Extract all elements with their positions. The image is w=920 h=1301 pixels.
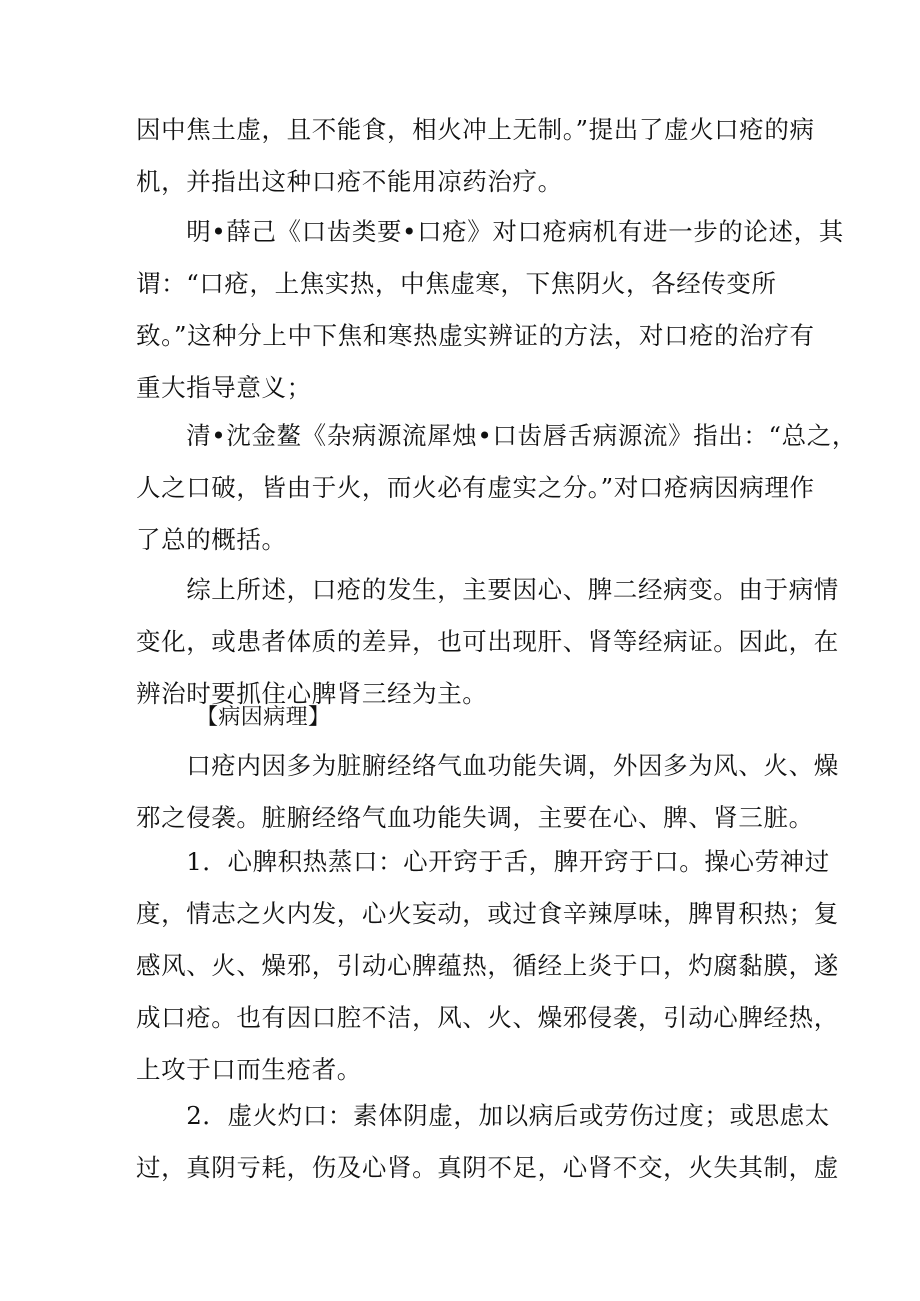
text-line: 重大指导意义； — [136, 373, 312, 402]
text-line: 机，并指出这种口疮不能用凉药治疗。 — [136, 167, 563, 196]
text-line: 因中焦土虚，且不能食，相火冲上无制。”提出了虚火口疮的病 — [136, 115, 815, 144]
paragraph-continuation — [136, 104, 815, 208]
text-line: 上攻于口而生疮者。 — [136, 1055, 362, 1084]
text-line: 致。”这种分上中下焦和寒热虚实辨证的方法，对口疮的治疗有 — [136, 321, 815, 350]
text-line: 明•薛己《口齿类要•口疮》对口疮病机有进一步的论述，其 — [136, 217, 844, 246]
section-heading: 【病因病理】 — [196, 705, 331, 730]
text-line: 过，真阴亏耗，伤及心肾。真阴不足，心肾不交，火失其制，虚 — [136, 1153, 839, 1182]
paragraph-xue-ji — [136, 206, 844, 414]
text-line: 综上所述，口疮的发生，主要因心、脾二经病变。由于病情 — [136, 575, 839, 604]
text-line: 成口疮。也有因口腔不洁，风、火、燥邪侵袭，引动心脾经热， — [136, 1003, 839, 1032]
text-line: 变化，或患者体质的差异，也可出现肝、肾等经病证。因此，在 — [136, 627, 839, 656]
text-line: 人之口破，皆由于火，而火必有虚实之分。”对口疮病因病理作 — [136, 473, 815, 502]
text-line: 清•沈金鳌《杂病源流犀烛•口齿唇舌病源流》指出：“总之， — [136, 421, 857, 450]
paragraph-shen-jin-ao — [136, 410, 857, 566]
paragraph-item-2 — [136, 1090, 839, 1194]
text-line: 2．虚火灼口：素体阴虚，加以病后或劳伤过度；或思虑太 — [136, 1101, 830, 1130]
text-line: 谓：“口疮，上焦实热，中焦虚寒，下焦阴火，各经传变所 — [136, 269, 777, 298]
paragraph-item-1 — [136, 836, 839, 1096]
paragraph-causes — [136, 740, 839, 844]
text-line: 口疮内因多为脏腑经络气血功能失调，外因多为风、火、燥 — [136, 751, 839, 780]
text-line: 1．心脾积热蒸口：心开窍于舌，脾开窍于口。操心劳神过 — [136, 847, 830, 876]
text-line: 了总的概括。 — [136, 525, 287, 554]
text-line: 邪之侵袭。脏腑经络气血功能失调，主要在心、脾、肾三脏。 — [136, 803, 814, 832]
text-line: 度，情志之火内发，心火妄动，或过食辛辣厚味，脾胃积热；复 — [136, 899, 839, 928]
text-line: 辨治时要抓住心脾肾三经为主。 — [136, 679, 488, 708]
text-line: 感风、火、燥邪，引动心脾蕴热，循经上炎于口，灼腐黏膜，遂 — [136, 951, 839, 980]
